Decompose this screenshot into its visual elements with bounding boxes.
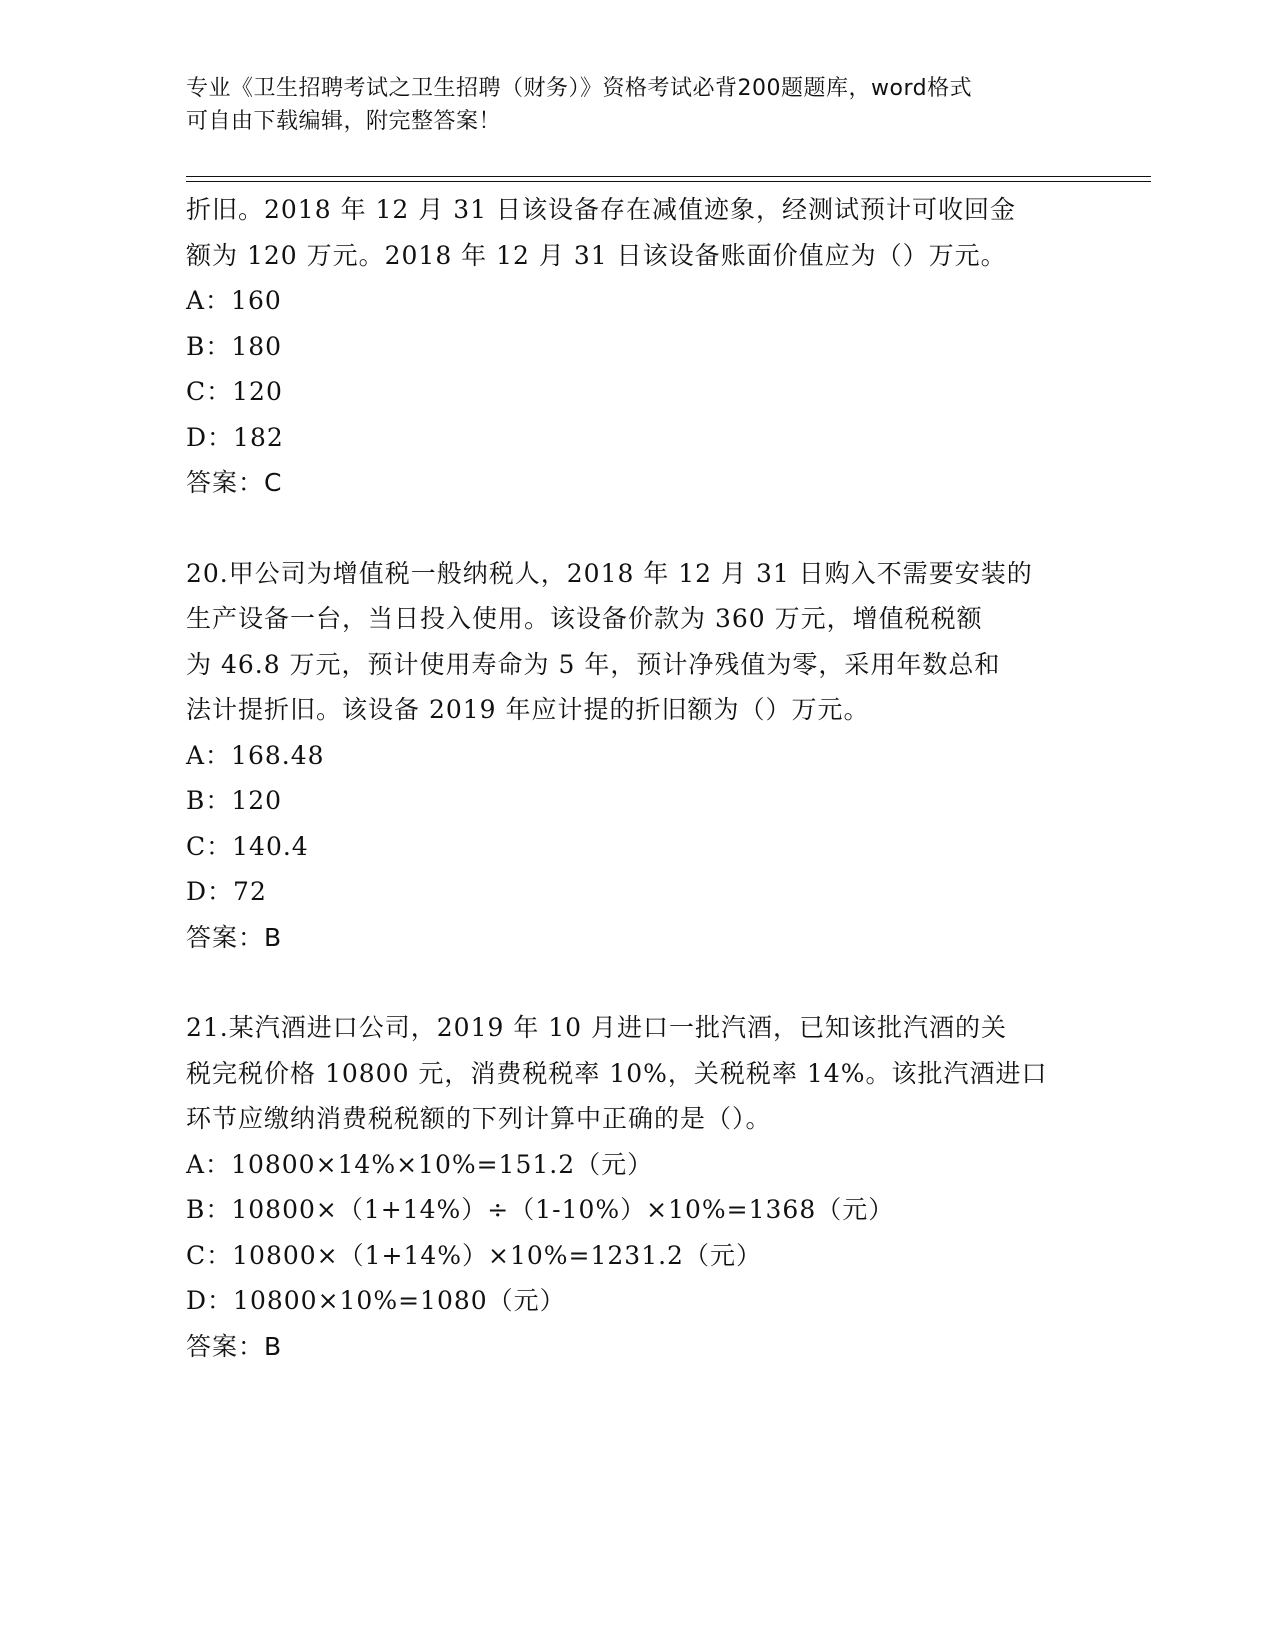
- option-b: B：10800×（1+14%）÷（1-10%）×10%=1368（元）: [186, 1195, 895, 1224]
- option-a: A：168.48: [186, 740, 325, 770]
- header-line-1: 专业《卫生招聘考试之卫生招聘（财务）》资格考试必背200题题库，word格式: [186, 76, 973, 101]
- option-a: A：160: [186, 286, 282, 315]
- answer-line: 答案：C: [186, 468, 283, 497]
- document-body: [186, 187, 1086, 1369]
- option-d: D：182: [186, 422, 284, 452]
- option-c: C：140.4: [186, 831, 309, 861]
- question-text-line: 额为 120 万元。2018 年 12 月 31 日该设备账面价值应为（）万元。: [186, 240, 1007, 270]
- option-c: C：10800×（1+14%）×10%=1231.2（元）: [186, 1240, 762, 1270]
- option-b: B：180: [186, 331, 283, 361]
- question-text-line: 税完税价格 10800 元，消费税税率 10%，关税税率 14%。该批汽酒进口: [186, 1058, 1048, 1088]
- answer-line: 答案：B: [186, 1331, 283, 1361]
- header-line-2: 可自由下载编辑，附完整答案！: [186, 109, 502, 134]
- answer-line: 答案：B: [186, 922, 283, 952]
- question-21: [186, 1005, 1086, 1369]
- option-d: D：10800×10%=1080（元）: [186, 1286, 566, 1315]
- question-text-line: 环节应缴纳消费税税额的下列计算中正确的是（）。: [186, 1104, 772, 1133]
- question-20: [186, 551, 1086, 961]
- option-d: D：72: [186, 877, 267, 906]
- header-rule-bottom: [186, 181, 1151, 182]
- question-text-line: 20.甲公司为增值税一般纳税人，2018 年 12 月 31 日购入不需要安装的: [186, 558, 1033, 588]
- question-text-line: 21.某汽酒进口公司，2019 年 10 月进口一批汽酒，已知该批汽酒的关: [186, 1013, 1008, 1042]
- question-text-line: 折旧。2018 年 12 月 31 日该设备存在减值迹象，经测试预计可收回金: [186, 195, 1016, 224]
- question-text-line: 法计提折旧。该设备 2019 年应计提的折旧额为（）万元。: [186, 695, 870, 724]
- header-rule-top: [186, 176, 1151, 177]
- option-c: C：120: [186, 377, 283, 406]
- question-text-line: 为 46.8 万元，预计使用寿命为 5 年，预计净残值为零，采用年数总和: [186, 649, 1001, 679]
- option-a: A：10800×14%×10%=151.2（元）: [186, 1149, 654, 1179]
- option-b: B：120: [186, 786, 283, 815]
- document-header: [186, 72, 1086, 138]
- question-19-continued: [186, 187, 1086, 506]
- question-text-line: 生产设备一台，当日投入使用。该设备价款为 360 万元，增值税税额: [186, 604, 983, 633]
